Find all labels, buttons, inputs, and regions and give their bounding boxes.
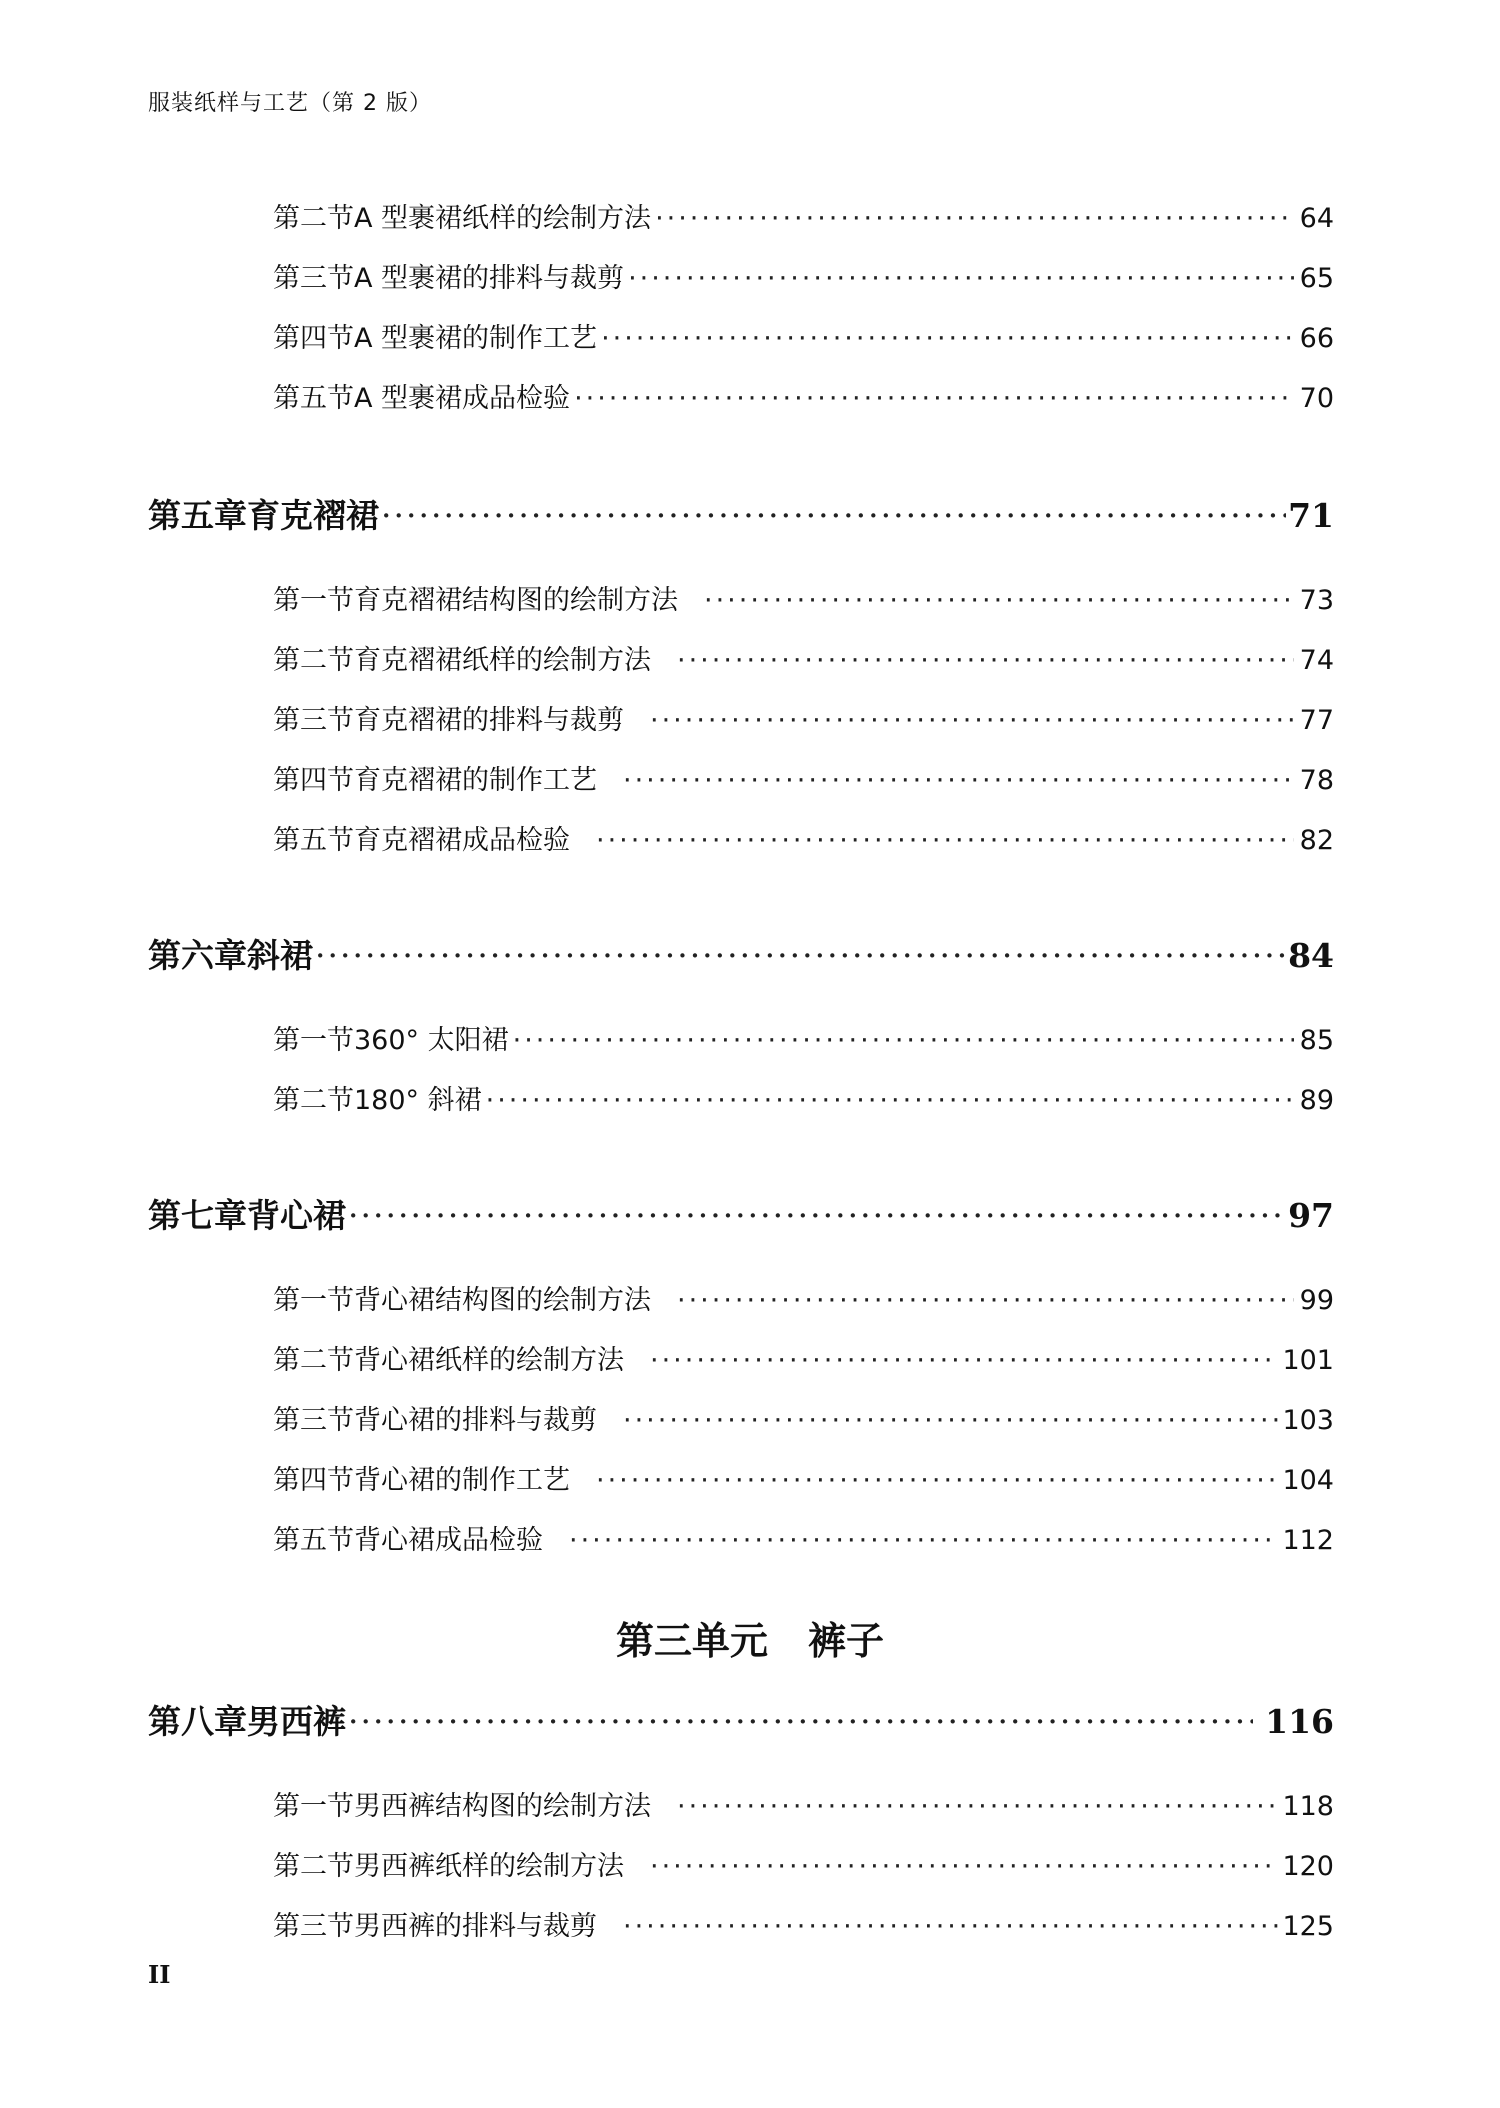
page-ref: 78 — [1299, 765, 1334, 796]
page-ref: 125 — [1282, 1911, 1334, 1942]
dot-leader — [596, 1465, 1278, 1496]
section-number: 第五节 — [273, 1525, 354, 1556]
dot-leader — [628, 263, 1294, 294]
toc-section-row — [273, 316, 1334, 360]
section-number: 第三节 — [273, 1911, 354, 1942]
page-ref: 85 — [1299, 1025, 1334, 1056]
unit-heading — [0, 1610, 1500, 1665]
chapter-title: 背心裙 — [247, 1196, 346, 1235]
dot-leader — [655, 203, 1294, 234]
dot-leader — [677, 1791, 1278, 1822]
section-title: 男西裤的排料与裁剪 — [354, 1911, 597, 1942]
section-title: 背心裙的排料与裁剪 — [354, 1405, 597, 1436]
section-number: 第三节 — [273, 1405, 354, 1436]
dot-leader — [677, 1285, 1294, 1316]
section-title: 背心裙结构图的绘制方法 — [354, 1285, 651, 1316]
section-number: 第四节 — [273, 765, 354, 796]
page-ref: 64 — [1299, 203, 1334, 234]
toc-section-row — [273, 1018, 1334, 1062]
toc-chapter-row — [148, 490, 1334, 540]
chapter-title: 男西裤 — [247, 1702, 346, 1741]
section-title: A 型裹裙成品检验 — [354, 383, 571, 414]
section-number: 第五节 — [273, 825, 354, 856]
page-ref: 84 — [1288, 936, 1334, 975]
toc-section-row — [273, 1398, 1334, 1442]
section-number: 第一节 — [273, 1025, 354, 1056]
toc-section-row — [273, 578, 1334, 622]
section-title: 背心裙成品检验 — [354, 1525, 543, 1556]
toc-section-row — [273, 1458, 1334, 1502]
toc-section-row — [273, 256, 1334, 300]
page-ref: 112 — [1282, 1525, 1334, 1556]
toc-section-row — [273, 638, 1334, 682]
page-ref: 103 — [1282, 1405, 1334, 1436]
section-title: 男西裤纸样的绘制方法 — [354, 1851, 624, 1882]
page-number: II — [148, 1960, 171, 1989]
chapter-title: 斜裙 — [247, 936, 313, 975]
unit-title: 裤子 — [808, 1618, 885, 1663]
section-title: 育克褶裙纸样的绘制方法 — [354, 645, 651, 676]
dot-leader — [596, 825, 1294, 856]
section-title: A 型裹裙的制作工艺 — [354, 323, 598, 354]
section-number: 第三节 — [273, 705, 354, 736]
section-number: 第二节 — [273, 203, 354, 234]
section-title: 360° 太阳裙 — [354, 1025, 509, 1056]
page-ref: 74 — [1299, 645, 1334, 676]
running-header: 服装纸样与工艺（第 2 版） — [148, 91, 432, 116]
dot-leader — [348, 1196, 1286, 1235]
section-number: 第二节 — [273, 1345, 354, 1376]
toc-section-row — [273, 1338, 1334, 1382]
toc-section-row — [273, 376, 1334, 420]
toc-section-row — [273, 1518, 1334, 1562]
page-ref: 65 — [1299, 263, 1334, 294]
dot-leader — [569, 1525, 1278, 1556]
chapter-number: 第六章 — [148, 936, 247, 975]
section-title: 背心裙的制作工艺 — [354, 1465, 570, 1496]
page-ref: 104 — [1282, 1465, 1334, 1496]
toc-chapter-row — [148, 930, 1334, 980]
dot-leader — [650, 1345, 1278, 1376]
section-title: 育克褶裙成品检验 — [354, 825, 570, 856]
toc-chapter-row — [148, 1190, 1334, 1240]
section-title: 育克褶裙的排料与裁剪 — [354, 705, 624, 736]
toc-section-row — [273, 1904, 1334, 1948]
section-title: 育克褶裙结构图的绘制方法 — [354, 585, 678, 616]
section-number: 第二节 — [273, 645, 354, 676]
page-ref: 73 — [1299, 585, 1334, 616]
dot-leader — [574, 383, 1294, 414]
dot-leader — [623, 1911, 1278, 1942]
section-title: 男西裤结构图的绘制方法 — [354, 1791, 651, 1822]
page-ref: 97 — [1288, 1196, 1334, 1235]
section-number: 第二节 — [273, 1085, 354, 1116]
toc-section-row — [273, 818, 1334, 862]
page-ref: 89 — [1299, 1085, 1334, 1116]
section-number: 第四节 — [273, 323, 354, 354]
dot-leader — [650, 1851, 1278, 1882]
chapter-number: 第五章 — [148, 496, 247, 535]
unit-label: 第三单元 — [615, 1618, 768, 1663]
toc-section-row — [273, 1844, 1334, 1888]
section-title: A 型裹裙的排料与裁剪 — [354, 263, 625, 294]
dot-leader — [650, 705, 1294, 736]
toc-section-row — [273, 758, 1334, 802]
toc-chapter-row — [148, 1696, 1334, 1746]
section-number: 第三节 — [273, 263, 354, 294]
dot-leader — [677, 645, 1294, 676]
dot-leader — [348, 1702, 1253, 1741]
page-ref: 101 — [1282, 1345, 1334, 1376]
dot-leader — [315, 936, 1286, 975]
section-title: A 型裹裙纸样的绘制方法 — [354, 203, 652, 234]
dot-leader — [623, 765, 1294, 796]
dot-leader — [601, 323, 1294, 354]
toc-section-row — [273, 1784, 1334, 1828]
page-ref: 66 — [1299, 323, 1334, 354]
section-number: 第五节 — [273, 383, 354, 414]
section-title: 180° 斜裙 — [354, 1085, 482, 1116]
page-ref: 82 — [1299, 825, 1334, 856]
section-title: 育克褶裙的制作工艺 — [354, 765, 597, 796]
section-number: 第二节 — [273, 1851, 354, 1882]
section-number: 第一节 — [273, 1791, 354, 1822]
page-ref: 99 — [1299, 1285, 1334, 1316]
chapter-number: 第七章 — [148, 1196, 247, 1235]
page-ref: 120 — [1282, 1851, 1334, 1882]
page-ref: 116 — [1265, 1702, 1334, 1741]
section-number: 第一节 — [273, 585, 354, 616]
section-number: 第四节 — [273, 1465, 354, 1496]
page-ref: 118 — [1282, 1791, 1334, 1822]
toc-section-row — [273, 698, 1334, 742]
page-ref: 77 — [1299, 705, 1334, 736]
dot-leader — [513, 1025, 1294, 1056]
chapter-number: 第八章 — [148, 1702, 247, 1741]
toc-section-row — [273, 196, 1334, 240]
chapter-title: 育克褶裙 — [247, 496, 379, 535]
dot-leader — [704, 585, 1294, 616]
toc-section-row — [273, 1078, 1334, 1122]
page-ref: 70 — [1299, 383, 1334, 414]
dot-leader — [623, 1405, 1278, 1436]
dot-leader — [381, 496, 1286, 535]
section-title: 背心裙纸样的绘制方法 — [354, 1345, 624, 1376]
page-ref: 71 — [1288, 496, 1334, 535]
section-number: 第一节 — [273, 1285, 354, 1316]
toc-section-row — [273, 1278, 1334, 1322]
dot-leader — [486, 1085, 1294, 1116]
